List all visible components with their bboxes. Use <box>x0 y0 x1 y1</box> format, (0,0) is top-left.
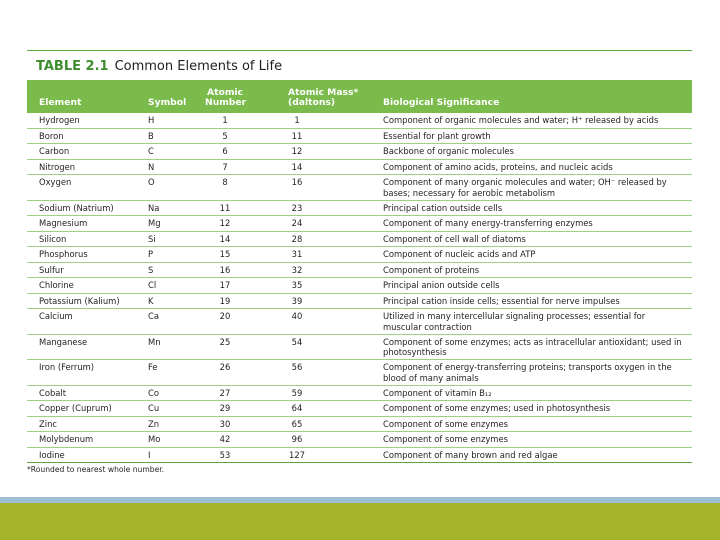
cell-atomic-mass: 56 <box>291 362 303 372</box>
table-row <box>27 335 692 361</box>
cell-significance: Component of vitamin B₁₂ <box>383 387 492 398</box>
table-row <box>27 144 692 160</box>
header-atomic-mass <box>288 88 358 108</box>
cell-atomic-number: 14 <box>219 233 231 244</box>
cell-significance: Component of many energy-transferring enzymes <box>383 218 593 228</box>
cell-significance: Principal anion outside cells <box>383 280 500 290</box>
cell-atomic-mass: 96 <box>291 434 303 444</box>
cell-symbol: Mg <box>148 218 161 228</box>
cell-element: Cobalt <box>39 387 67 398</box>
cell-symbol: Si <box>148 233 156 244</box>
header-element: Element <box>39 97 82 108</box>
table-row <box>27 401 692 417</box>
cell-symbol: B <box>148 130 154 141</box>
data-table <box>27 50 692 477</box>
cell-symbol: Cu <box>148 403 160 413</box>
cell-significance: Component of cell wall of diatoms <box>383 233 526 244</box>
cell-significance: Component of nucleic acids and ATP <box>383 249 536 259</box>
table-row <box>27 201 692 217</box>
cell-atomic-number: 20 <box>219 311 231 321</box>
cell-symbol: Na <box>148 202 160 213</box>
cell-atomic-number: 19 <box>219 295 231 306</box>
cell-atomic-number: 25 <box>219 336 231 347</box>
table-body <box>27 113 692 463</box>
table-row <box>27 175 692 201</box>
table-row <box>27 294 692 310</box>
cell-atomic-mass: 40 <box>291 311 303 321</box>
table-row <box>27 360 692 386</box>
cell-atomic-mass: 32 <box>291 264 303 275</box>
cell-atomic-number: 6 <box>222 146 228 156</box>
cell-element: Copper (Cuprum) <box>39 403 112 413</box>
table-row <box>27 216 692 232</box>
cell-significance: Backbone of organic molecules <box>383 146 514 156</box>
cell-atomic-mass: 39 <box>291 295 303 306</box>
cell-significance: Component of amino acids, proteins, and nucleic acids <box>383 161 613 172</box>
cell-element: Zinc <box>39 418 57 429</box>
cell-atomic-number: 17 <box>219 280 231 290</box>
cell-symbol: C <box>148 146 154 156</box>
header-atomic-number-line1: Atomic <box>207 87 243 98</box>
cell-symbol: Zn <box>148 418 160 429</box>
cell-element: Magnesium <box>39 218 88 228</box>
table-row <box>27 309 692 335</box>
table-header <box>27 80 692 113</box>
cell-significance: Component of many brown and red algae <box>383 449 558 460</box>
cell-atomic-number: 7 <box>222 161 228 172</box>
table-row <box>27 386 692 402</box>
cell-symbol: N <box>148 161 155 172</box>
cell-element: Chlorine <box>39 280 74 290</box>
cell-atomic-number: 15 <box>219 249 231 259</box>
cell-significance: Component of some enzymes <box>383 418 508 429</box>
cell-atomic-number: 11 <box>219 202 231 213</box>
cell-significance: Principal cation inside cells; essential for nerve impulses <box>383 295 620 306</box>
header-atomic-mass-line1: Atomic Mass* <box>288 87 359 98</box>
header-atomic-mass-line2: (daltons) <box>288 97 336 108</box>
cell-atomic-number: 53 <box>219 449 231 460</box>
cell-atomic-mass: 1 <box>294 115 300 125</box>
cell-element: Molybdenum <box>39 434 94 444</box>
header-significance: Biological Significance <box>383 97 500 108</box>
cell-element: Boron <box>39 130 64 141</box>
cell-element: Iodine <box>39 449 65 460</box>
cell-significance: Component of energy-transferring proteins; transports oxygen in the blood of many animals <box>383 362 672 383</box>
cell-symbol: Co <box>148 387 159 398</box>
footer-band-green <box>0 503 720 540</box>
cell-atomic-mass: 35 <box>291 280 303 290</box>
footnote: *Rounded to nearest whole number. <box>27 465 165 474</box>
cell-symbol: S <box>148 264 154 275</box>
cell-atomic-mass: 31 <box>291 249 303 259</box>
cell-significance: Component of proteins <box>383 264 480 275</box>
cell-significance: Component of some enzymes <box>383 434 508 444</box>
table-row <box>27 113 692 129</box>
cell-element: Hydrogen <box>39 115 80 125</box>
table-row <box>27 432 692 448</box>
cell-atomic-mass: 54 <box>291 336 303 347</box>
cell-atomic-number: 16 <box>219 264 231 275</box>
cell-symbol: I <box>148 449 151 460</box>
cell-atomic-mass: 127 <box>289 449 305 460</box>
cell-significance: Component of many organic molecules and water; OH⁻ released by bases; necessary for aerobic metabolism <box>383 177 667 198</box>
cell-element: Silicon <box>39 233 67 244</box>
cell-significance: Component of organic molecules and water; H⁺ released by acids <box>383 115 659 125</box>
cell-atomic-number: 30 <box>219 418 231 429</box>
cell-element: Calcium <box>39 311 73 321</box>
header-symbol: Symbol <box>148 97 187 108</box>
cell-atomic-number: 27 <box>219 387 231 398</box>
table-row <box>27 278 692 294</box>
table-row <box>27 263 692 279</box>
cell-atomic-mass: 65 <box>291 418 303 429</box>
cell-significance: Utilized in many intercellular signaling processes; essential for muscular contraction <box>383 311 646 332</box>
cell-atomic-mass: 24 <box>291 218 303 228</box>
cell-significance: Essential for plant growth <box>383 130 491 141</box>
cell-atomic-mass: 64 <box>291 403 303 413</box>
cell-symbol: Cl <box>148 280 157 290</box>
cell-symbol: P <box>148 249 154 259</box>
cell-symbol: K <box>148 295 154 306</box>
table-title <box>36 59 282 74</box>
header-atomic-number-line2: Number <box>205 97 247 108</box>
cell-atomic-mass: 28 <box>291 233 303 244</box>
cell-atomic-mass: 12 <box>291 146 303 156</box>
cell-atomic-mass: 59 <box>291 387 303 398</box>
cell-element: Oxygen <box>39 177 72 187</box>
table-number: TABLE 2.1 <box>36 59 109 74</box>
cell-element: Manganese <box>39 336 88 347</box>
cell-symbol: O <box>148 177 155 187</box>
cell-significance: Component of some enzymes; used in photosynthesis <box>383 403 611 413</box>
cell-atomic-mass: 16 <box>291 177 303 187</box>
header-atomic-number <box>205 88 245 108</box>
table-row <box>27 232 692 248</box>
table-row <box>27 129 692 145</box>
cell-significance: Component of some enzymes; acts as intracellular antioxidant; used in photosynthesis <box>383 336 682 357</box>
cell-element: Potassium (Kalium) <box>39 295 120 306</box>
cell-atomic-number: 12 <box>219 218 231 228</box>
cell-element: Nitrogen <box>39 161 76 172</box>
table-row <box>27 160 692 176</box>
cell-symbol: H <box>148 115 155 125</box>
cell-atomic-number: 1 <box>222 115 228 125</box>
cell-atomic-mass: 23 <box>291 202 303 213</box>
cell-atomic-number: 42 <box>219 434 231 444</box>
cell-atomic-mass: 14 <box>291 161 303 172</box>
cell-element: Phosphorus <box>39 249 88 259</box>
cell-symbol: Mn <box>148 336 161 347</box>
cell-atomic-number: 5 <box>222 130 228 141</box>
cell-element: Iron (Ferrum) <box>39 362 95 372</box>
cell-atomic-number: 8 <box>222 177 228 187</box>
cell-element: Sodium (Natrium) <box>39 202 114 213</box>
cell-atomic-number: 26 <box>219 362 231 372</box>
table-caption: Common Elements of Life <box>114 59 283 74</box>
cell-significance: Principal cation outside cells <box>383 202 503 213</box>
cell-symbol: Ca <box>148 311 159 321</box>
table-row <box>27 417 692 433</box>
cell-element: Sulfur <box>39 264 64 275</box>
table-row <box>27 448 692 464</box>
cell-atomic-number: 29 <box>219 403 231 413</box>
cell-atomic-mass: 11 <box>291 130 303 141</box>
table-row <box>27 247 692 263</box>
cell-symbol: Mo <box>148 434 161 444</box>
cell-symbol: Fe <box>148 362 158 372</box>
cell-element: Carbon <box>39 146 70 156</box>
